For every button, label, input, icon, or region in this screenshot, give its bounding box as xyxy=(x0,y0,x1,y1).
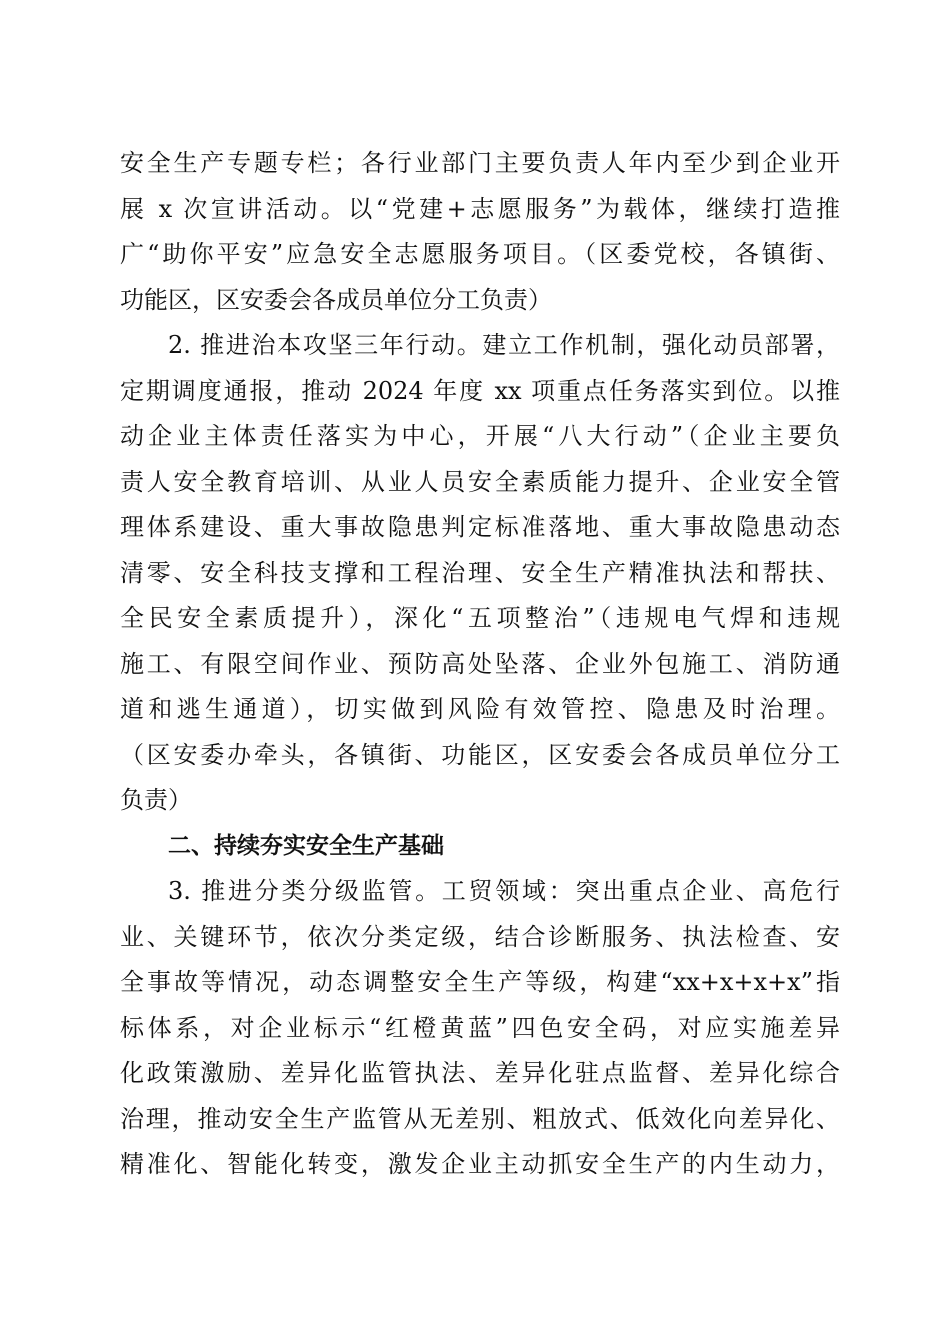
paragraph-line: 精准化、智能化转变，激发企业主动抓安全生产的内生动力， xyxy=(120,1150,840,1178)
paragraph-line: 责人安全教育培训、从业人员安全素质能力提升、企业安全管 xyxy=(120,467,840,496)
paragraph-line: 施工、有限空间作业、预防高处坠落、企业外包施工、消防通 xyxy=(120,649,840,678)
paragraph-line: 全事故等情况，动态调整安全生产等级，构建“xx+x+x+x”指 xyxy=(120,968,840,996)
paragraph-line: 全民安全素质提升），深化“五项整治”（违规电气焊和违规 xyxy=(120,604,840,632)
paragraph-line: 标体系，对企业标示“红橙黄蓝”四色安全码，对应实施差异 xyxy=(120,1013,840,1042)
paragraph-line: 化政策激励、差异化监管执法、差异化驻点监督、差异化综合 xyxy=(120,1059,840,1087)
paragraph-1 xyxy=(120,141,840,323)
paragraph-line: 清零、安全科技支撑和工程治理、安全生产精准执法和帮扶、 xyxy=(120,558,840,587)
section-heading: 二、持续夯实安全生产基础 xyxy=(168,832,444,859)
paragraph-line: 负责） xyxy=(120,786,192,814)
document-body xyxy=(120,141,840,1188)
paragraph-line: 3. 推进分类分级监管。工贸领域：突出重点企业、高危行 xyxy=(168,877,840,905)
paragraph-line: 功能区，区安委会各成员单位分工负责） xyxy=(120,285,552,314)
paragraph-3 xyxy=(120,869,840,1188)
paragraph-line: 治理，推动安全生产监管从无差别、粗放式、低效化向差异化、 xyxy=(120,1104,840,1133)
paragraph-line: 动企业主体责任落实为中心，开展“八大行动”（企业主要负 xyxy=(120,422,840,450)
paragraph-line: （区安委办牵头，各镇街、功能区，区安委会各成员单位分工 xyxy=(120,740,840,769)
paragraph-line: 理体系建设、重大事故隐患判定标准落地、重大事故隐患动态 xyxy=(120,513,840,541)
paragraph-2 xyxy=(120,323,840,824)
paragraph-line: 业、关键环节，依次分类定级，结合诊断服务、执法检查、安 xyxy=(120,922,840,951)
paragraph-line: 2. 推进治本攻坚三年行动。建立工作机制，强化动员部署， xyxy=(168,331,840,359)
paragraph-line: 广“助你平安”应急安全志愿服务项目。（区委党校，各镇街、 xyxy=(120,240,840,268)
paragraph-line: 展 x 次宣讲活动。以“党建+志愿服务”为载体，继续打造推 xyxy=(120,194,840,223)
paragraph-line: 安全生产专题专栏；各行业部门主要负责人年内至少到企业开 xyxy=(120,149,840,177)
paragraph-line: 定期调度通报，推动 2024 年度 xx 项重点任务落实到位。以推 xyxy=(120,376,840,405)
paragraph-line: 道和逃生通道），切实做到风险有效管控、隐患及时治理。 xyxy=(120,695,840,723)
